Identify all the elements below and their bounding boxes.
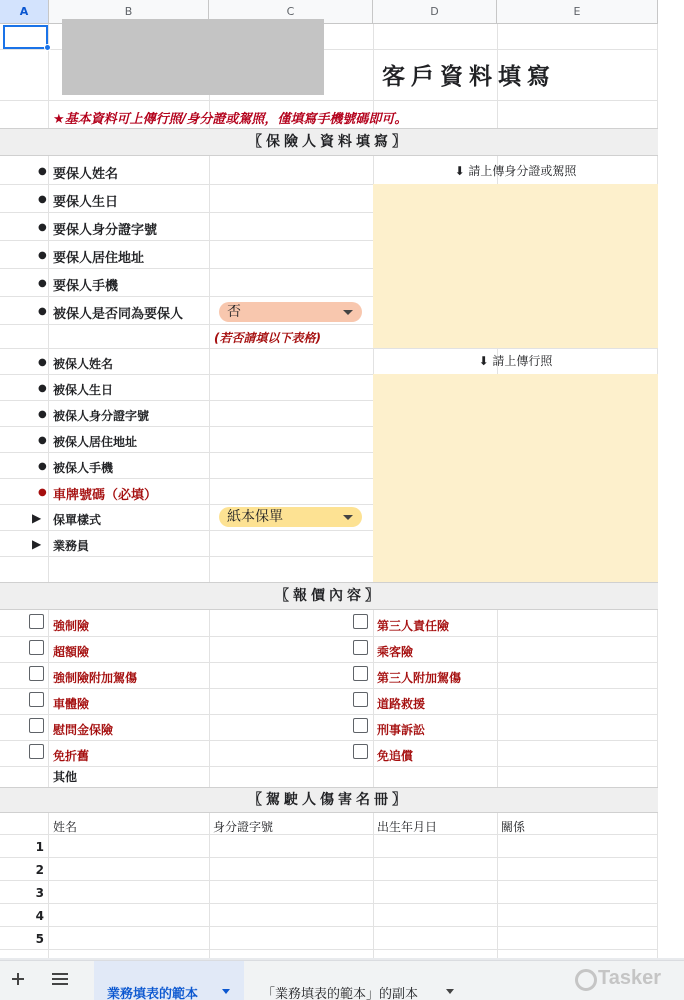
relationship-column-header: 關係 <box>501 820 526 834</box>
applicant-birthday-label: 要保人生日 <box>53 195 119 210</box>
bullet-icon: ● <box>38 409 47 420</box>
tab-active-sheet[interactable] <box>94 961 244 1000</box>
triangle-right-icon: ▶ <box>32 511 42 525</box>
grid-line <box>0 857 658 858</box>
driver-row-number: 4 <box>35 909 44 923</box>
name-column-header: 姓名 <box>53 820 78 834</box>
plus-icon[interactable] <box>10 971 26 987</box>
vehicle-body-insurance-checkbox[interactable] <box>29 692 44 707</box>
grid-line <box>48 24 49 958</box>
passenger-insurance-checkbox[interactable] <box>353 640 368 655</box>
column-header-b[interactable]: B <box>49 0 209 24</box>
consolation-insurance-checkbox[interactable] <box>29 718 44 733</box>
chevron-down-icon <box>343 515 353 520</box>
fill-handle[interactable] <box>44 44 51 51</box>
insured-name-label: 被保人姓名 <box>53 357 114 371</box>
plate-number-label: 車牌號碼（必填） <box>53 488 158 503</box>
same-person-value: 否 <box>227 304 241 320</box>
upload-license-label: ⬇ 請上傳行照 <box>478 354 553 368</box>
no-subrogation-label: 免追償 <box>377 749 414 763</box>
hamburger-menu-icon[interactable] <box>52 972 68 986</box>
id-column-header: 身分證字號 <box>213 820 274 834</box>
grid-line <box>0 662 658 663</box>
bullet-icon: ● <box>38 166 47 177</box>
column-header-d[interactable]: D <box>373 0 497 24</box>
right-gutter <box>658 0 684 958</box>
upload-note: ★基本資料可上傳行照/身分證或駕照，僅填寫手機號碼即可。 <box>53 112 408 127</box>
third-party-liability-label: 第三人責任險 <box>377 619 450 633</box>
same-person-label: 被保人是否同為要保人 <box>53 307 184 322</box>
tab-copy-label: 「業務填表的範本」的副本 <box>262 987 419 1000</box>
third-party-driver-injury-checkbox[interactable] <box>353 666 368 681</box>
insured-id-label: 被保人身分證字號 <box>53 409 150 423</box>
bullet-icon: ● <box>38 357 47 368</box>
upload-id-label: ⬇ 請上傳身分證或駕照 <box>454 164 577 178</box>
salesperson-label: 業務員 <box>53 539 90 553</box>
third-party-driver-injury-label: 第三人附加駕傷 <box>377 671 462 685</box>
policy-style-label: 保單樣式 <box>53 513 102 527</box>
vehicle-body-insurance-label: 車體險 <box>53 697 90 711</box>
other-label: 其他 <box>53 770 78 784</box>
criminal-litigation-checkbox[interactable] <box>353 718 368 733</box>
compulsory-driver-injury-checkbox[interactable] <box>29 666 44 681</box>
bullet-icon: ● <box>38 278 47 289</box>
driver-row-number: 5 <box>35 932 44 946</box>
bullet-icon: ● <box>38 487 47 498</box>
driver-row-number: 2 <box>35 863 44 877</box>
upload-id-area[interactable] <box>373 184 658 348</box>
consolation-insurance-label: 慰問金保險 <box>53 723 114 737</box>
grid-line <box>0 766 658 767</box>
same-person-hint: (若否請填以下表格) <box>214 331 321 345</box>
no-depreciation-label: 免折舊 <box>53 749 90 763</box>
bullet-icon: ● <box>38 250 47 261</box>
policy-style-dropdown[interactable] <box>219 507 362 527</box>
triangle-right-icon: ▶ <box>32 537 42 551</box>
birthdate-column-header: 出生年月日 <box>377 820 438 834</box>
insurer-section-header: 〖保險人資料填寫〗 <box>0 128 658 156</box>
grid-line <box>0 714 658 715</box>
upload-license-area[interactable] <box>373 374 658 582</box>
grid-line <box>0 880 658 881</box>
roadside-assistance-checkbox[interactable] <box>353 692 368 707</box>
watermark-text: Tasker <box>598 967 662 989</box>
grid-line <box>0 636 658 637</box>
page-title: 客戶資料填寫 <box>382 64 556 90</box>
insured-address-label: 被保人居住地址 <box>53 435 138 449</box>
chevron-down-icon <box>446 989 454 994</box>
no-subrogation-checkbox[interactable] <box>353 744 368 759</box>
column-header-c[interactable]: C <box>209 0 373 24</box>
driver-row-number: 3 <box>35 886 44 900</box>
no-depreciation-checkbox[interactable] <box>29 744 44 759</box>
compulsory-insurance-checkbox[interactable] <box>29 614 44 629</box>
grid-line <box>0 100 658 101</box>
third-party-liability-checkbox[interactable] <box>353 614 368 629</box>
tab-active-label: 業務填表的範本 <box>107 987 199 1000</box>
bullet-icon: ● <box>38 194 47 205</box>
quote-section-header: 〖報價內容〗 <box>0 582 658 610</box>
insured-phone-label: 被保人手機 <box>53 461 114 475</box>
applicant-id-label: 要保人身分證字號 <box>53 223 158 238</box>
tab-copy-sheet[interactable] <box>250 961 460 1000</box>
logo-image-placeholder[interactable] <box>62 19 324 95</box>
insured-birthday-label: 被保人生日 <box>53 383 114 397</box>
driver-injury-section-header: 〖駕駛人傷害名冊〗 <box>0 787 658 813</box>
applicant-name-label: 要保人姓名 <box>53 167 119 182</box>
bullet-icon: ● <box>38 222 47 233</box>
column-header-e[interactable]: E <box>497 0 658 24</box>
grid-line <box>0 949 658 950</box>
excess-insurance-label: 超額險 <box>53 645 90 659</box>
grid-line <box>0 834 658 835</box>
selected-cell[interactable] <box>3 25 48 49</box>
grid-line <box>0 688 658 689</box>
same-person-dropdown[interactable] <box>219 302 362 322</box>
applicant-phone-label: 要保人手機 <box>53 279 119 294</box>
bullet-icon: ● <box>38 435 47 446</box>
compulsory-driver-injury-label: 強制險附加駕傷 <box>53 671 138 685</box>
column-header-a[interactable]: A <box>0 0 49 24</box>
chevron-down-icon <box>222 989 230 994</box>
grid-line <box>209 24 210 958</box>
grid-line <box>0 926 658 927</box>
bullet-icon: ● <box>38 461 47 472</box>
grid-line <box>0 740 658 741</box>
policy-style-value: 紙本保單 <box>227 509 283 525</box>
applicant-address-label: 要保人居住地址 <box>53 251 145 266</box>
grid-line <box>0 903 658 904</box>
tasker-logo-icon <box>575 969 597 991</box>
chevron-down-icon <box>343 310 353 315</box>
bullet-icon: ● <box>38 383 47 394</box>
driver-row-number: 1 <box>35 840 44 854</box>
compulsory-insurance-label: 強制險 <box>53 619 90 633</box>
criminal-litigation-label: 刑事訴訟 <box>377 723 426 737</box>
excess-insurance-checkbox[interactable] <box>29 640 44 655</box>
roadside-assistance-label: 道路救援 <box>377 697 426 711</box>
bullet-icon: ● <box>38 306 47 317</box>
passenger-insurance-label: 乘客險 <box>377 645 414 659</box>
sheet-tab-bar <box>0 960 684 1000</box>
